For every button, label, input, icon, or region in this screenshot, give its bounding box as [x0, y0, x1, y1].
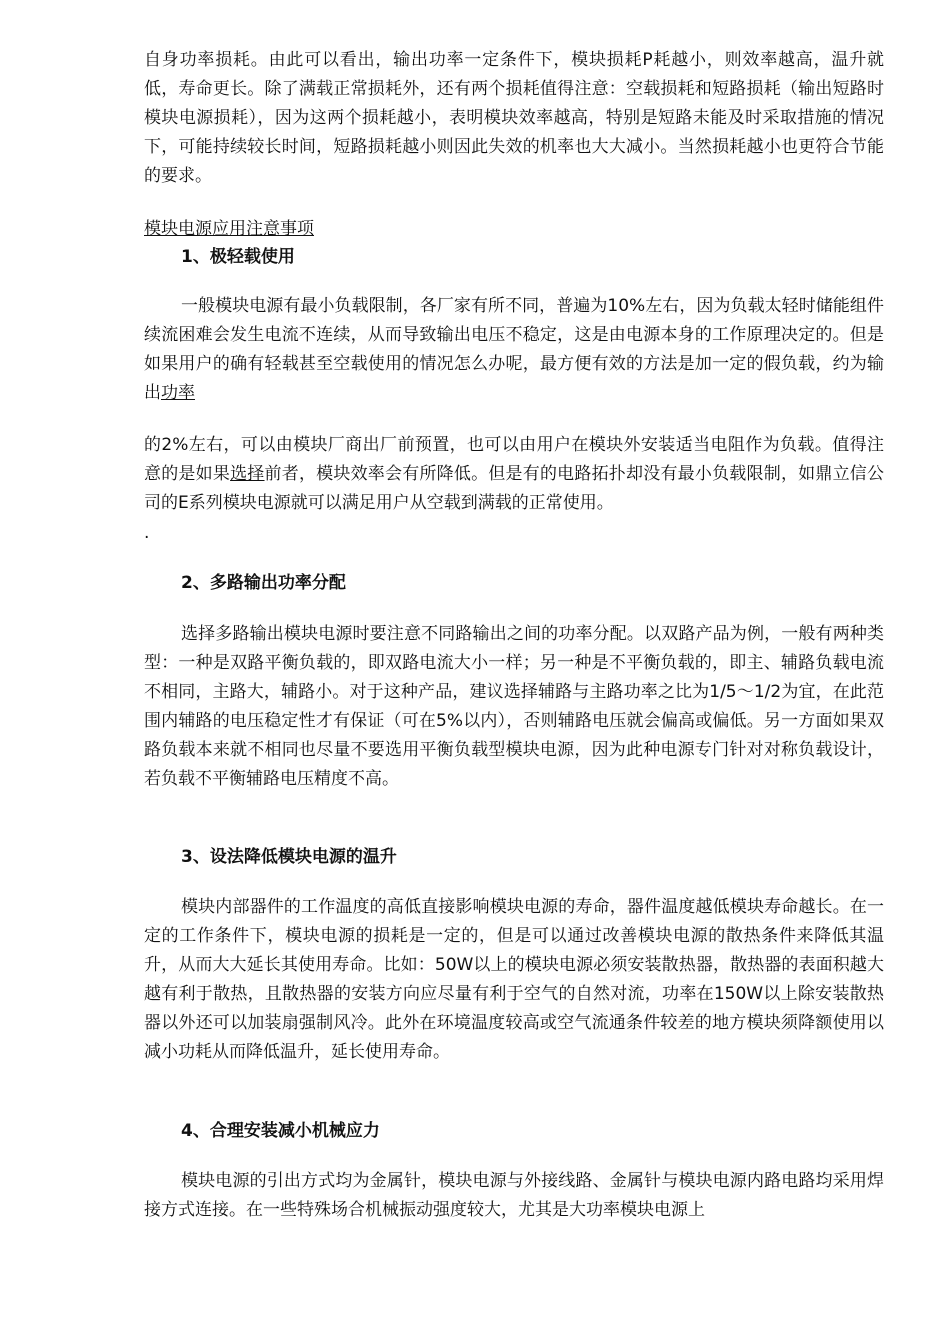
paragraph-multi-output: 选择多路输出模块电源时要注意不同路输出之间的功率分配。以双路产品为例，一般有两种类型：一种是双路平衡负载的，即双路电流大小一样；另一种是不平衡负载的，即主、辅路负载电流不相同，主路大，辅路小。对于这种产品，建议选择辅路与主路功率之比为1/5～1/2为宜，在此范围内辅路的电压稳定性才有保证（可在5%以内），否则辅路电压就会偏高或偏低。另一方面如果双路负载本来就不相同也尽量不要选用平衡负载型模块电源，因为此种电源专门针对对称负载设计，若负载不平衡辅路电压精度不高。	[144, 624, 884, 789]
section-title: 模块电源应用注意事项	[144, 219, 314, 239]
intro-paragraph: 自身功率损耗。由此可以看出，输出功率一定条件下，模块损耗P耗越小，则效率越高，温升就低，寿命更长。除了满载正常损耗外，还有两个损耗值得注意：空载损耗和短路损耗（输出短路时模块电源损耗），因为这两个损耗越小，表明模块效率越高，特别是短路未能及时采取措施的情况下，可能持续较长时间，短路损耗越小则因此失效的机率也大大减小。当然损耗越小也更符合节能的要求。	[144, 50, 884, 186]
link-power[interactable]: 功率	[161, 383, 195, 403]
trailing-dot: .	[144, 523, 150, 543]
paragraph-text: 一般模块电源有最小负载限制，各厂家有所不同，普遍为10%左右，因为负载太轻时储能组件续流困难会发生电流不连续，从而导致输出电压不稳定，这是由电源本身的工作原理决定的。但是如果用户的确有轻载甚至空载使用的情况怎么办呢，最方便有效的方法是加一定的假负载，约为输出	[144, 296, 884, 403]
paragraph-light-load-2	[144, 431, 884, 518]
paragraph-text: 的2%左右，可以由模块厂商出厂前预置，也可以由用户在模块外安装适当电阻作为负载。值得注意的是如果	[144, 435, 884, 484]
heading-temperature: 3、设法降低模块电源的温升	[181, 847, 397, 867]
paragraph-mechanical-stress: 模块电源的引出方式均为金属针，模块电源与外接线路、金属针与模块电源内路电路均采用焊接方式连接。在一些特殊场合机械振动强度较大，尤其是大功率模块电源上	[144, 1171, 884, 1220]
paragraph-text: 前者，模块效率会有所降低。但是有的电路拓扑却没有最小负载限制，如鼎立信公司的E系列模块电源就可以满足用户从空载到满载的正常使用。	[144, 464, 885, 513]
heading-light-load: 1、极轻载使用	[181, 247, 295, 267]
link-select[interactable]: 选择	[230, 464, 265, 484]
heading-mechanical-stress: 4、合理安装减小机械应力	[181, 1121, 380, 1141]
paragraph-light-load-1	[144, 292, 884, 408]
paragraph-temperature: 模块内部器件的工作温度的高低直接影响模块电源的寿命，器件温度越低模块寿命越长。在一定的工作条件下，模块电源的损耗是一定的，但是可以通过改善模块电源的散热条件来降低其温升，从而大大延长其使用寿命。比如：50W以上的模块电源必须安装散热器，散热器的表面积越大越有利于散热，且散热器的安装方向应尽量有利于空气的自然对流，功率在150W以上除安装散热器以外还可以加装扇强制风冷。此外在环境温度较高或空气流通条件较差的地方模块须降额使用以减小功耗从而降低温升，延长使用寿命。	[144, 897, 884, 1062]
heading-multi-output: 2、多路输出功率分配	[181, 573, 346, 593]
